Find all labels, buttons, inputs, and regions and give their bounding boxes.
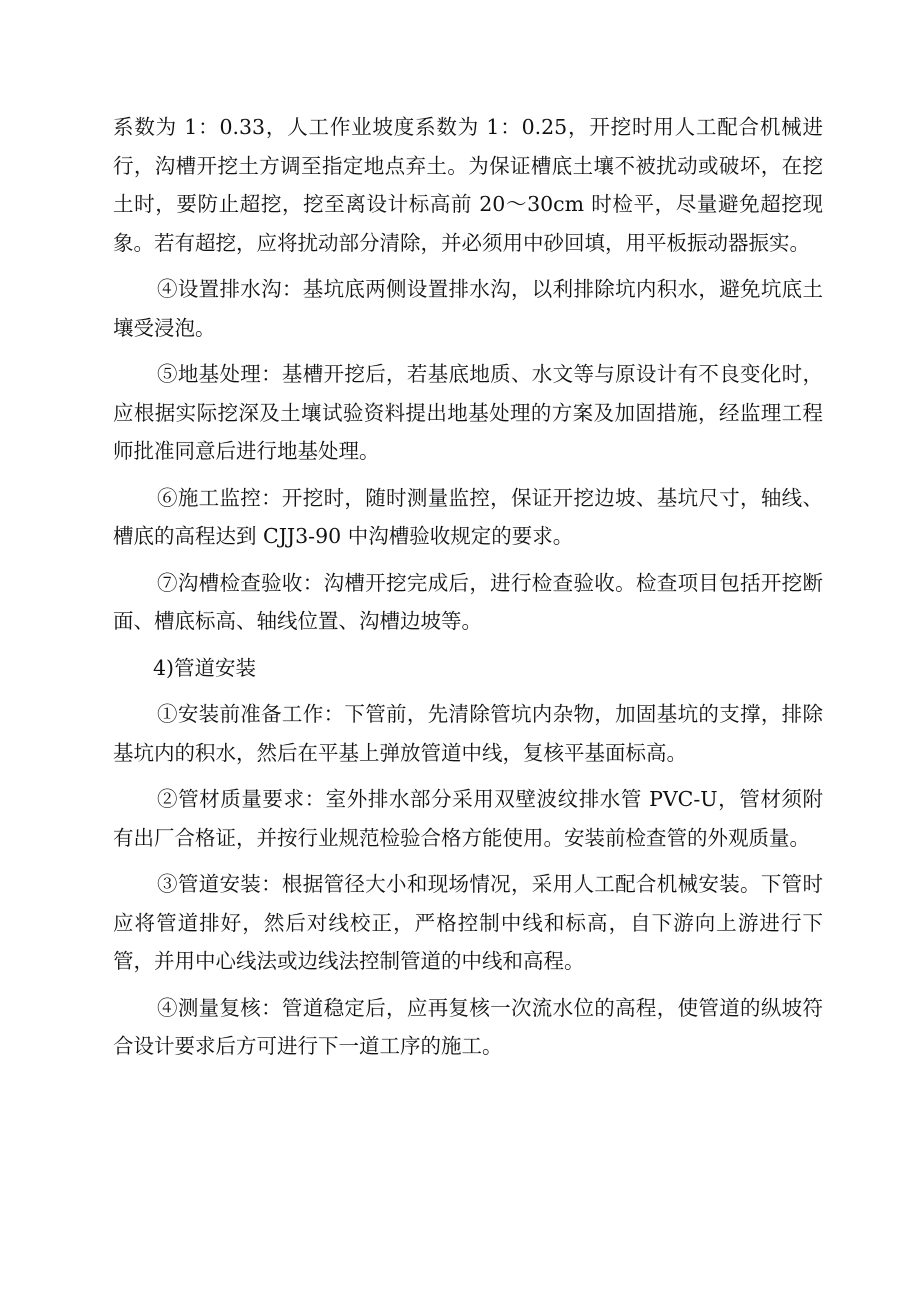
paragraph-survey-recheck: ④测量复核：管道稳定后，应再复核一次流水位的高程，使管道的纵坡符合设计要求后方可进行下一道工序的施工。 xyxy=(113,995,823,1058)
paragraph-drainage-ditch: ④设置排水沟：基坑底两侧设置排水沟，以利排除坑内积水，避免坑底土壤受浸泡。 xyxy=(113,277,823,340)
paragraph-excavation-slope: 系数为 1：0.33，人工作业坡度系数为 1：0.25，开挖时用人工配合机械进行，沟槽开挖土方调至指定地点弃土。为保证槽底土壤不被扰动或破坏，在挖土时，要防止超挖，挖至离设计标高前 20～30cm 时检平，尽量避免超挖现象。若有超挖，应将扰动部分清除，并必须用中砂回填，用平板振动器振实。 xyxy=(113,115,823,255)
paragraph-construction-monitoring: ⑥施工监控：开挖时，随时测量监控，保证开挖边坡、基坑尺寸，轴线、槽底的高程达到 CJJ3-90 中沟槽验收规定的要求。 xyxy=(113,485,823,548)
paragraph-preparation-work: ①安装前准备工作：下管前，先清除管坑内杂物，加固基坑的支撑，排除基坑内的积水，然后在平基上弹放管道中线，复核平基面标高。 xyxy=(113,702,823,765)
paragraph-pipe-installation: ③管道安装：根据管径大小和现场情况，采用人工配合机械安装。下管时应将管道排好，然后对线校正，严格控制中线和标高，自下游向上游进行下管，并用中心线法或边线法控制管道的中线和高程。 xyxy=(113,872,823,973)
paragraph-trench-inspection: ⑦沟槽检查验收：沟槽开挖完成后，进行检查验收。检查项目包括开挖断面、槽底标高、轴线位置、沟槽边坡等。 xyxy=(113,570,823,633)
section-heading-pipe-installation: 4)管道安装 xyxy=(153,655,257,680)
paragraph-foundation-treatment: ⑤地基处理：基槽开挖后，若基底地质、水文等与原设计有不良变化时，应根据实际挖深及土壤试验资料提出地基处理的方案及加固措施，经监理工程师批准同意后进行地基处理。 xyxy=(113,362,823,463)
document-body xyxy=(113,108,823,1074)
paragraph-pipe-quality: ②管材质量要求：室外排水部分采用双壁波纹排水管 PVC-U，管材须附有出厂合格证，并按行业规范检验合格方能使用。安装前检查管的外观质量。 xyxy=(113,787,823,850)
